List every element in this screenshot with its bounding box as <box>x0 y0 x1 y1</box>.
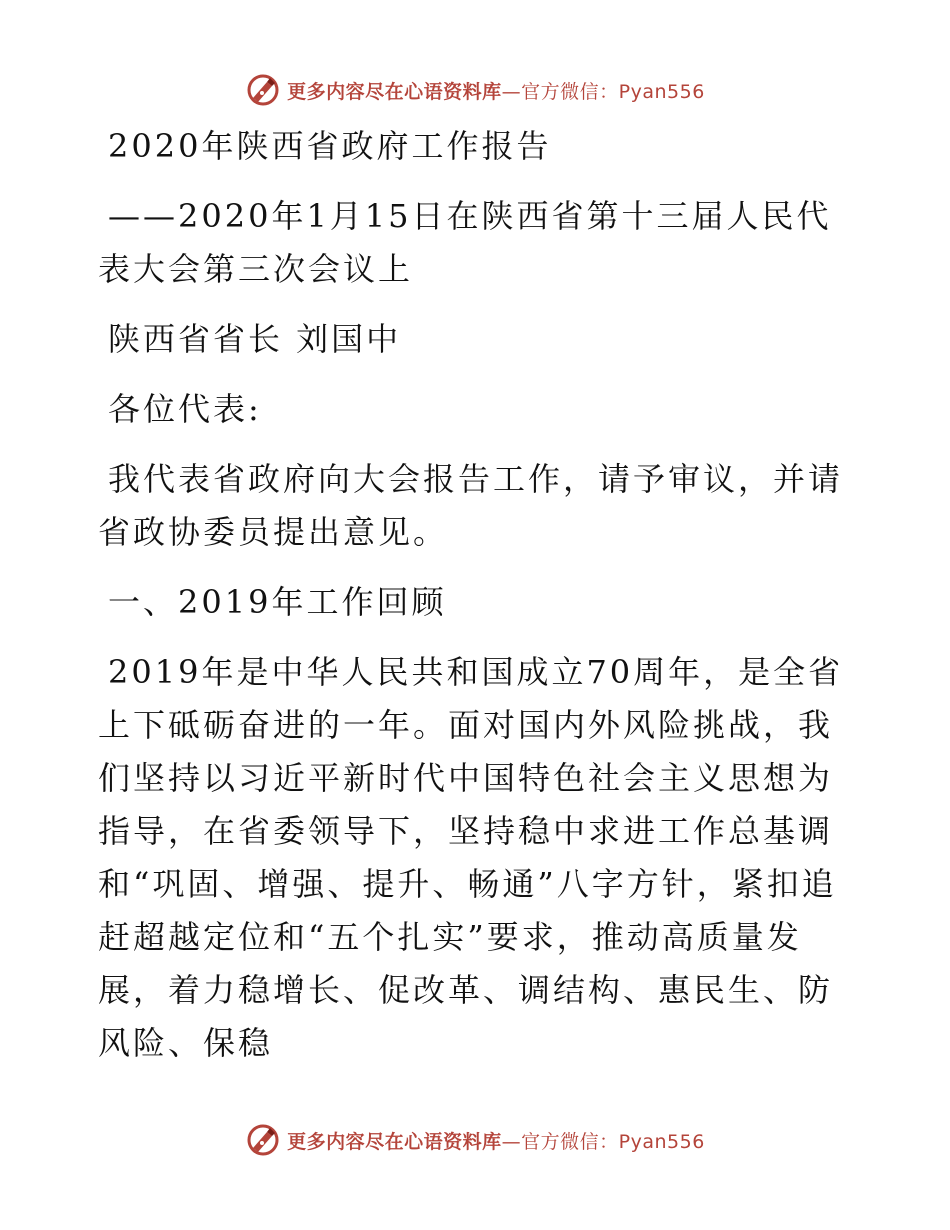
banner-main-text: 更多内容尽在心语资料库 <box>287 1130 502 1153</box>
banner-wechat-text: 官方微信：Pyan556 <box>521 80 705 103</box>
document-subtitle: ——2020年1月15日在陕西省第十三届人民代表大会第三次会议上 <box>98 197 832 288</box>
document-intro: 我代表省政府向大会报告工作，请予审议，并请省政协委员提出意见。 <box>98 460 844 551</box>
section-heading: 一、2019年工作回顾 <box>108 583 447 621</box>
document-author: 陕西省省长 刘国中 <box>108 320 402 358</box>
banner-separator: — <box>501 80 522 103</box>
document-body <box>98 120 858 1087</box>
document-title: 2020年陕西省政府工作报告 <box>108 127 552 165</box>
banner-main-text: 更多内容尽在心语资料库 <box>287 80 502 103</box>
pen-nib-logo-icon <box>245 72 281 108</box>
footer-banner <box>0 1120 950 1160</box>
banner-wechat-text: 官方微信：Pyan556 <box>521 1130 705 1153</box>
banner-separator: — <box>501 1130 522 1153</box>
body-paragraph: 2019年是中华人民共和国成立70周年，是全省上下砥砺奋进的一年。面对国内外风险挑战，我们坚持以习近平新时代中国特色社会主义思想为指导，在省委领导下，坚持稳中求进工作总基调和“巩固、增强、提升、畅通”八字方针，紧扣追赶超越定位和“五个扎实”要求，推动高质量发展，着力稳增长、促改革、调结构、惠民生、防风险、保稳 <box>98 653 844 1062</box>
pen-nib-logo-icon <box>245 1122 281 1158</box>
banner-text <box>287 1127 705 1154</box>
document-salutation: 各位代表: <box>108 390 262 428</box>
header-banner <box>0 70 950 110</box>
banner-text <box>287 77 705 104</box>
